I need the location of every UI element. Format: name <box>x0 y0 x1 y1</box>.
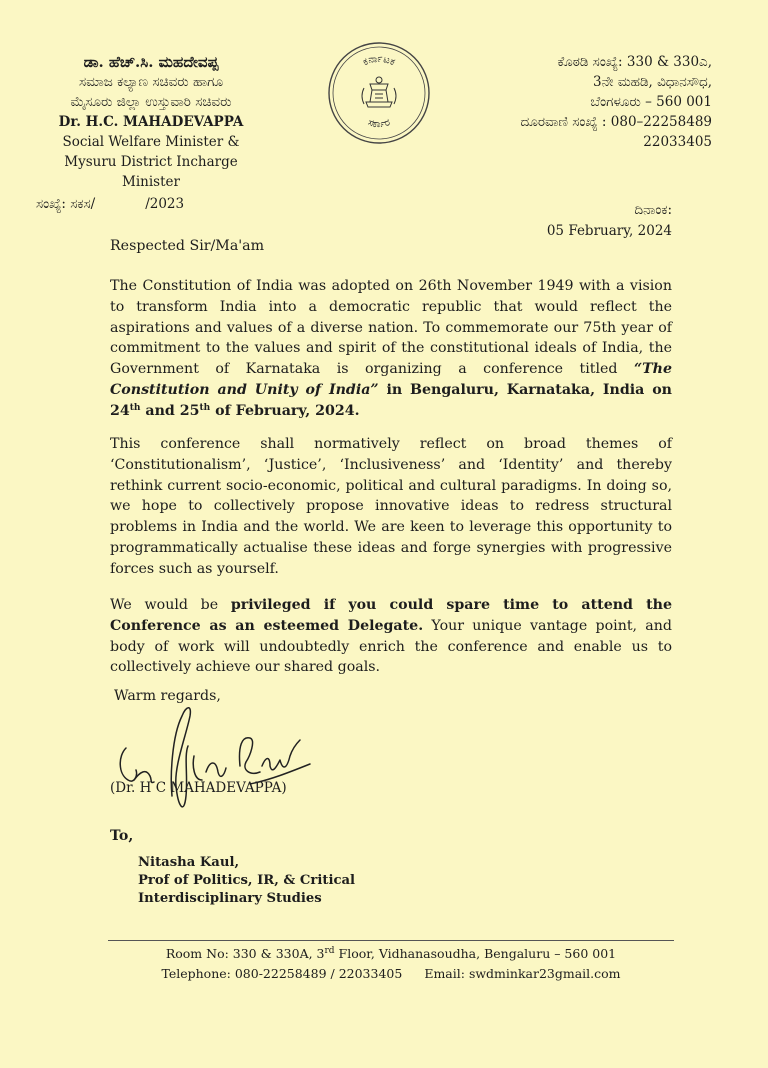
footer-email: Email: swdminkar23gmail.com <box>424 966 621 981</box>
recipient-position-1: Prof of Politics, IR, & Critical <box>138 873 356 888</box>
office-room: ಕೊಠಡಿ ಸಂಖ್ಯೆ: 330 & 330ಎ, <box>557 54 712 70</box>
footer-address-rest: Floor, Vidhanasoudha, Bengaluru – 560 001 <box>334 946 617 961</box>
english-title-1: Social Welfare Minister & <box>62 134 240 150</box>
english-name: Dr. H.C. MAHADEVAPPA <box>58 114 244 130</box>
footer-address-room: Room No: 330 & 330A, 3 <box>165 946 325 961</box>
footer-address <box>108 944 674 964</box>
conference-and: and 25 <box>140 402 200 419</box>
seal-emblem-icon <box>326 40 432 146</box>
superscript-th-2: th <box>199 402 211 413</box>
office-floor: 3ನೇ ಮಹಡಿ, ವಿಧಾನಸೌಧ, <box>593 74 712 90</box>
footer-contact <box>108 964 674 984</box>
signatory-name: (Dr. H C MAHADEVAPPA) <box>110 780 287 796</box>
date-block <box>547 200 672 242</box>
closing: Warm regards, <box>114 688 221 704</box>
superscript-th-1: th <box>129 402 141 413</box>
signature-icon <box>110 676 320 826</box>
letterhead-right <box>482 52 712 152</box>
conference-venue: in Bengaluru, Karnataka, India on 24 <box>110 381 672 419</box>
date-value: 05 February, 2024 <box>546 223 672 239</box>
reference-label: ಸಂಖ್ಯೆ: ಸಕಸ/ <box>36 196 96 212</box>
conference-title: “The Constitution and Unity of India” <box>110 361 672 398</box>
footer <box>108 944 674 984</box>
reference-year: /2023 <box>145 196 185 212</box>
seal-text-top: ಕರ್ನಾಟಕ <box>361 53 397 69</box>
footer-divider <box>108 940 674 941</box>
paragraph-3-rest: Your unique vantage point, and body of work will undoubtedly enrich the conference and enable us to collectively achieve our shared goals. <box>110 617 672 676</box>
to-label: To, <box>110 828 134 844</box>
kannada-title-2: ಮೈಸೂರು ಜಿಲ್ಲಾ ಉಸ್ತುವಾರಿ ಸಚಿವರು <box>70 94 232 110</box>
conference-date: of February, 2024. <box>210 402 360 419</box>
government-seal <box>326 40 432 146</box>
recipient-position-2: Interdisciplinary Studies <box>138 891 322 906</box>
kannada-title-1: ಸಮಾಜ ಕಲ್ಯಾಣ ಸಚಿವರು ಹಾಗೂ <box>78 74 224 90</box>
paragraph-3-lead: We would be <box>110 597 231 613</box>
paragraph-3 <box>110 595 672 678</box>
recipient-address <box>138 854 355 908</box>
paragraph-3-invitation: privileged if you could spare time to attend the Conference as an esteemed Delegate. <box>110 597 672 634</box>
english-title-2: Mysuru District Incharge Minister <box>64 154 238 190</box>
kannada-name: ಡಾ. ಹೆಚ್.ಸಿ. ಮಹದೇವಪ್ಪ <box>83 53 219 71</box>
seal-text-bottom: ಸರ್ಕಾರ <box>366 117 392 131</box>
letterhead-left <box>36 52 266 192</box>
office-city: ಬೆಂಗಳೂರು – 560 001 <box>590 94 712 110</box>
superscript-rd: rd <box>324 946 335 956</box>
date-label: ದಿನಾಂಕ: <box>634 202 672 218</box>
paragraph-2: This conference shall normatively reflect on broad themes of ‘Constitutionalism’, ‘Justice’, ‘Inclusiveness’ and ‘Identity’ and thereby rethink current socio-economic, political and cultural paradigms. In doing so, we hope to collectively propose innovative ideas to redress structural problems in India and the world. We are keen to leverage this opportunity to programmatically actualise these ideas and forge synergies with progressive forces such as yourself. <box>110 436 672 577</box>
paragraph-1 <box>110 276 672 422</box>
reference-number <box>36 196 184 212</box>
salutation: Respected Sir/Ma'am <box>110 238 265 254</box>
office-phone: ದೂರವಾಣಿ ಸಂಖ್ಯೆ : 080–22258489 <box>520 114 712 130</box>
office-phone-2: 22033405 <box>643 134 712 150</box>
footer-telephone: Telephone: 080-22258489 / 22033405 <box>161 966 403 981</box>
handwritten-signature <box>110 676 320 826</box>
recipient-name: Nitasha Kaul, <box>138 855 240 870</box>
paragraph-1-text: The Constitution of India was adopted on 26th November 1949 with a vision to transform India into a democratic republic that would reflect the aspirations and values of a diverse nation. To commemorate our 75th year of commitment to the values and spirit of the constitutional ideals of India, the Government of Karnataka is organizing a conference titled <box>110 278 672 378</box>
